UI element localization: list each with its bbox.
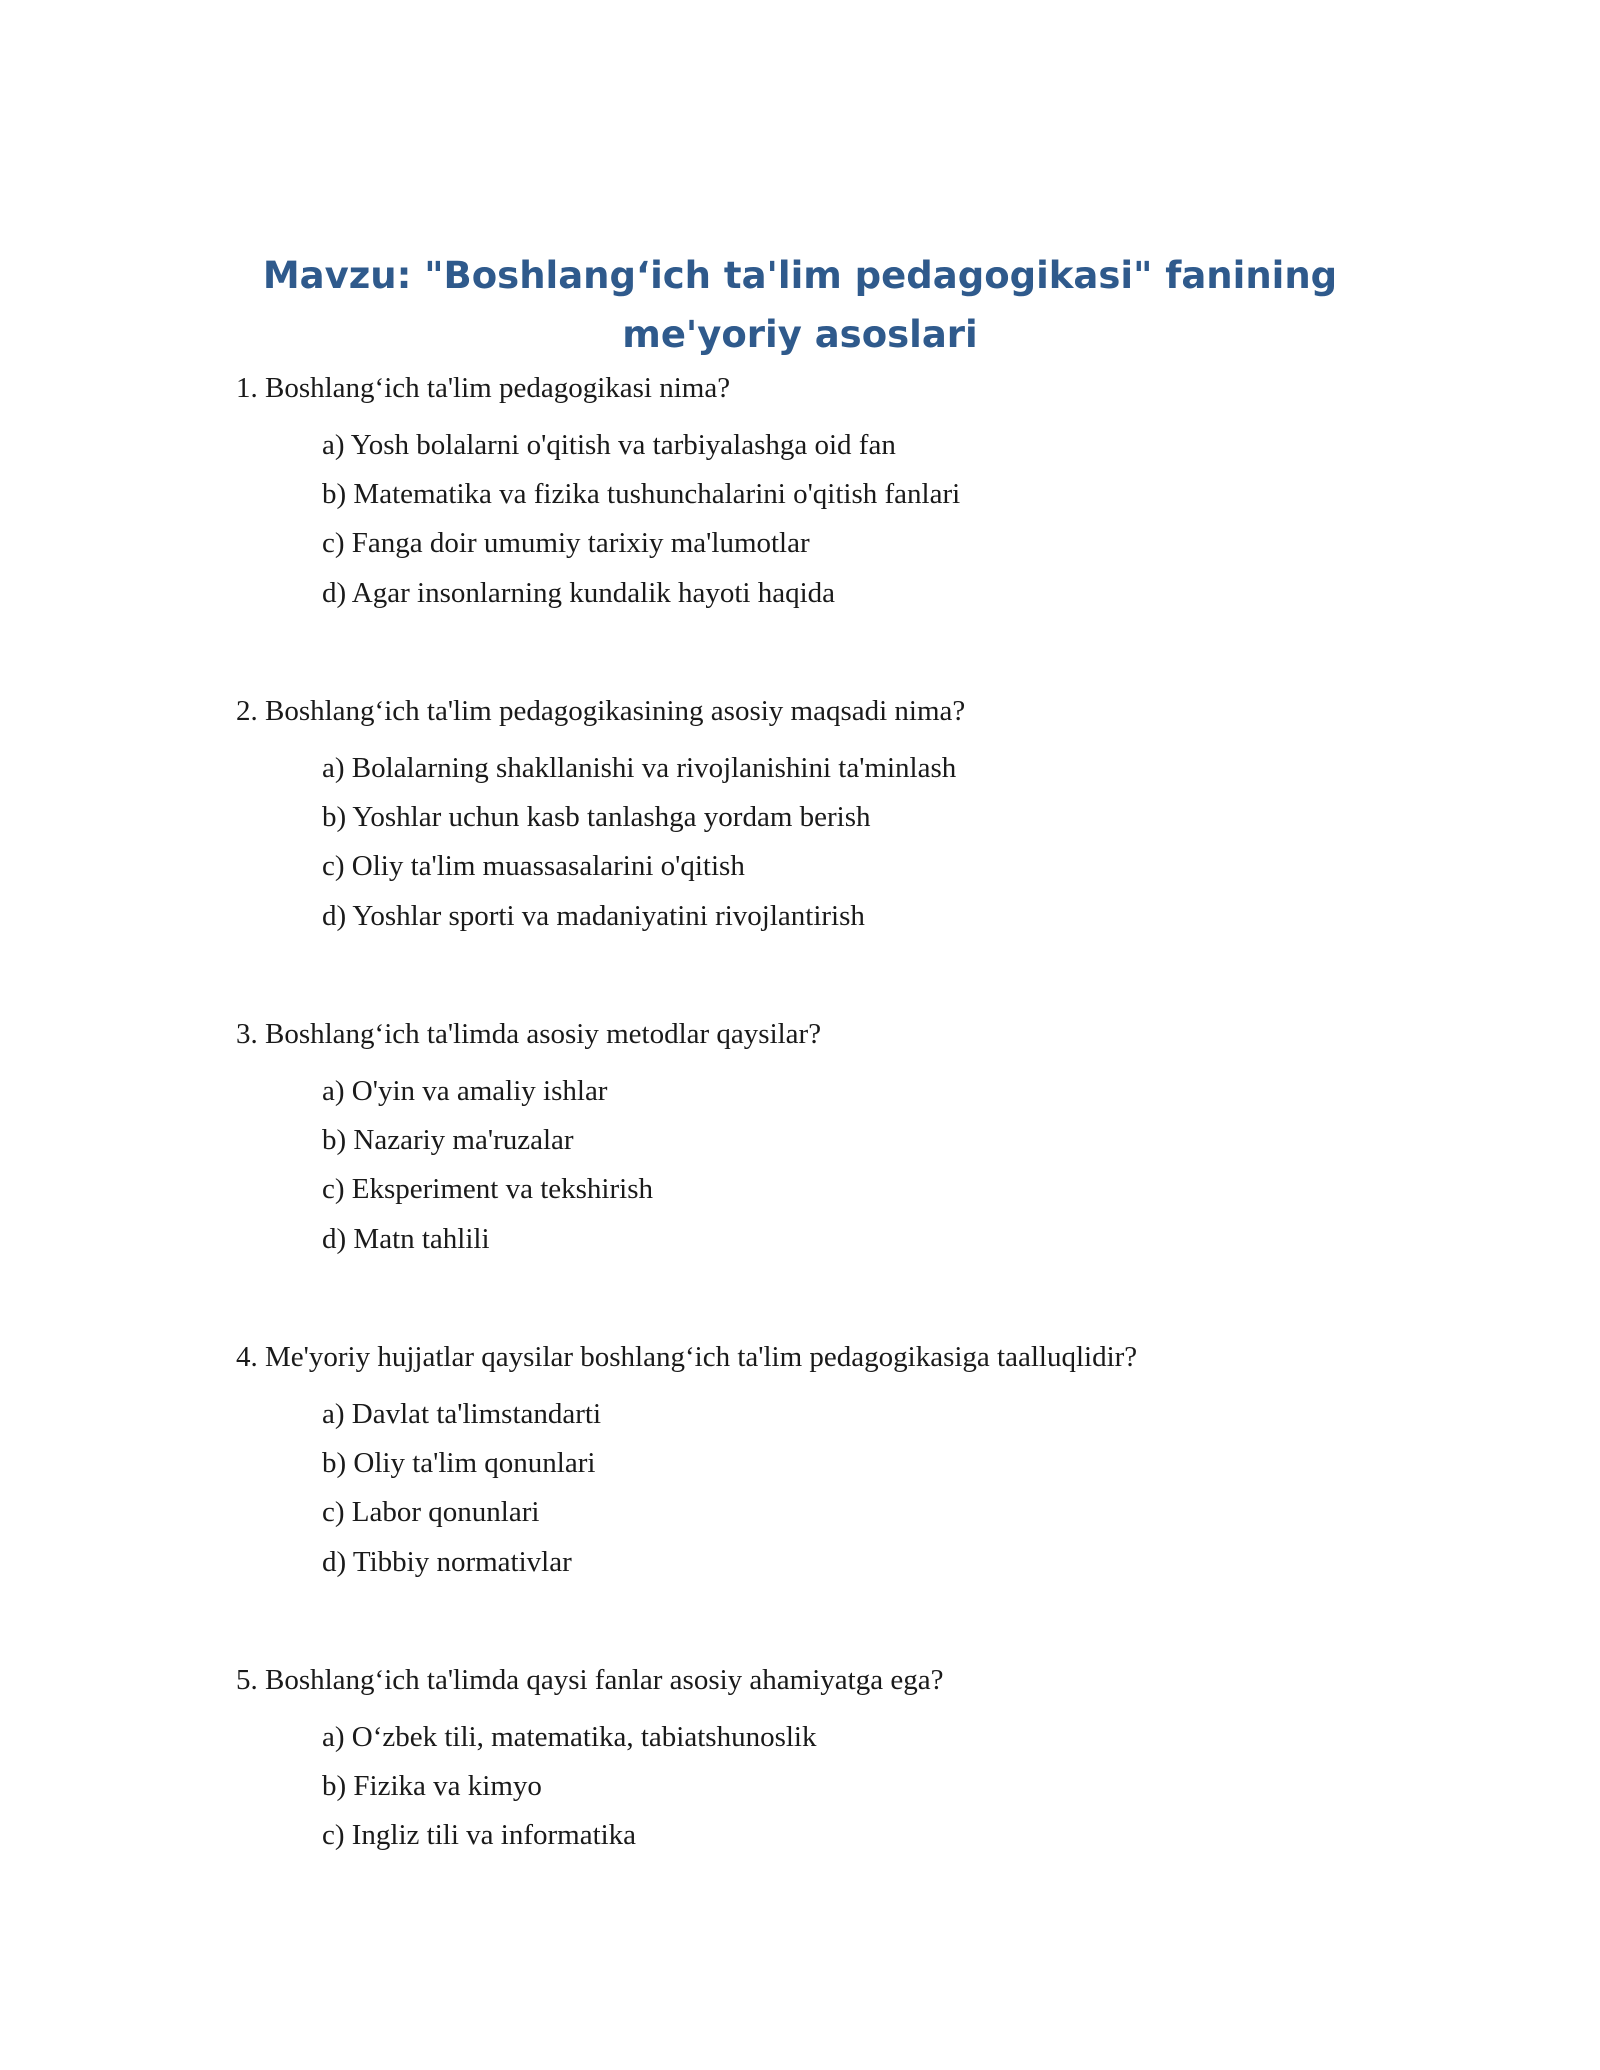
page-title: Mavzu: "Boshlang‘ich ta'lim pedagogikasi" fanining me'yoriy asoslari bbox=[262, 254, 1338, 356]
question-2-option-d: d) Yoshlar sporti va madaniyatini rivojlantirish bbox=[322, 900, 865, 932]
question-3-option-c: c) Eksperiment va tekshirish bbox=[322, 1173, 653, 1205]
question-1-option-c: c) Fanga doir umumiy tarixiy ma'lumotlar bbox=[322, 527, 810, 559]
question-4-option-c: c) Labor qonunlari bbox=[322, 1496, 540, 1528]
question-2-option-b: b) Yoshlar uchun kasb tanlashga yordam berish bbox=[322, 801, 871, 833]
question-3: 3. Boshlang‘ich ta'limda asosiy metodlar qaysilar? bbox=[236, 1018, 822, 1050]
question-1: 1. Boshlang‘ich ta'lim pedagogikasi nima? bbox=[236, 372, 731, 404]
question-1-option-a: a) Yosh bolalarni o'qitish va tarbiyalashga oid fan bbox=[322, 429, 896, 461]
question-4-option-a: a) Davlat ta'limstandarti bbox=[322, 1398, 602, 1430]
question-1-option-d: d) Agar insonlarning kundalik hayoti haqida bbox=[322, 577, 836, 609]
question-5-option-a: a) O‘zbek tili, matematika, tabiatshunoslik bbox=[322, 1721, 817, 1753]
question-2-option-a: a) Bolalarning shakllanishi va rivojlanishini ta'minlash bbox=[322, 752, 957, 784]
question-2-option-c: c) Oliy ta'lim muassasalarini o'qitish bbox=[322, 850, 745, 882]
question-5: 5. Boshlang‘ich ta'limda qaysi fanlar asosiy ahamiyatga ega? bbox=[236, 1664, 944, 1696]
question-5-option-b: b) Fizika va kimyo bbox=[322, 1770, 542, 1802]
question-3-option-d: d) Matn tahlili bbox=[322, 1223, 490, 1255]
question-4: 4. Me'yoriy hujjatlar qaysilar boshlang‘ich ta'lim pedagogikasiga taalluqlidir? bbox=[236, 1341, 1138, 1373]
question-1-option-b: b) Matematika va fizika tushunchalarini o'qitish fanlari bbox=[322, 478, 961, 510]
question-5-option-c: c) Ingliz tili va informatika bbox=[322, 1819, 637, 1851]
question-3-option-a: a) O'yin va amaliy ishlar bbox=[322, 1075, 608, 1107]
question-2: 2. Boshlang‘ich ta'lim pedagogikasining asosiy maqsadi nima? bbox=[236, 695, 966, 727]
question-3-option-b: b) Nazariy ma'ruzalar bbox=[322, 1124, 574, 1156]
question-4-option-d: d) Tibbiy normativlar bbox=[322, 1546, 572, 1578]
question-4-option-b: b) Oliy ta'lim qonunlari bbox=[322, 1447, 596, 1479]
